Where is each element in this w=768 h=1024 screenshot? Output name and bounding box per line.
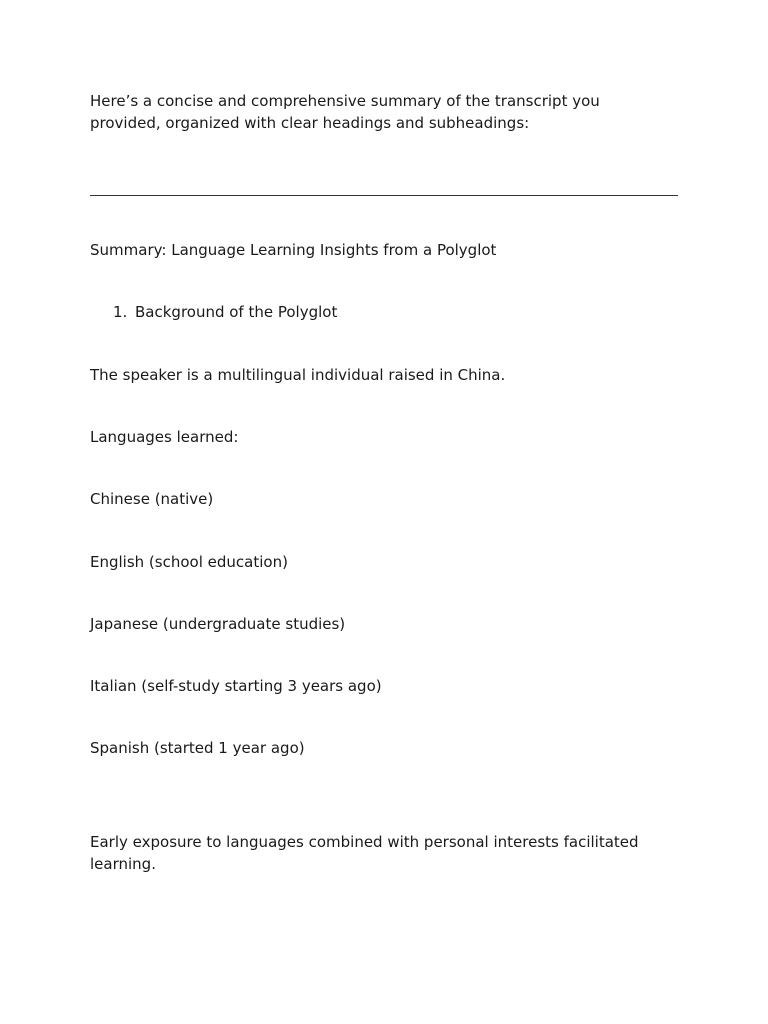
list-number: 1. bbox=[113, 303, 128, 321]
language-item-italian: Italian (self-study starting 3 years ago) bbox=[90, 677, 382, 695]
language-item-spanish: Spanish (started 1 year ago) bbox=[90, 739, 305, 757]
closing-paragraph: Early exposure to languages combined with personal interests facilitated learning. bbox=[90, 833, 639, 873]
speaker-description: The speaker is a multilingual individual raised in China. bbox=[90, 366, 506, 384]
section-heading-background bbox=[113, 301, 337, 323]
language-item-japanese: Japanese (undergraduate studies) bbox=[90, 615, 346, 633]
language-item-chinese: Chinese (native) bbox=[90, 490, 214, 508]
summary-title: Summary: Language Learning Insights from a Polyglot bbox=[90, 241, 497, 259]
horizontal-rule bbox=[90, 195, 678, 196]
languages-label: Languages learned: bbox=[90, 428, 239, 446]
section-heading-label: Background of the Polyglot bbox=[135, 303, 338, 321]
language-item-english: English (school education) bbox=[90, 553, 288, 571]
intro-paragraph: Here’s a concise and comprehensive summary of the transcript you provided, organized with clear headings and subheadings: bbox=[90, 92, 600, 132]
